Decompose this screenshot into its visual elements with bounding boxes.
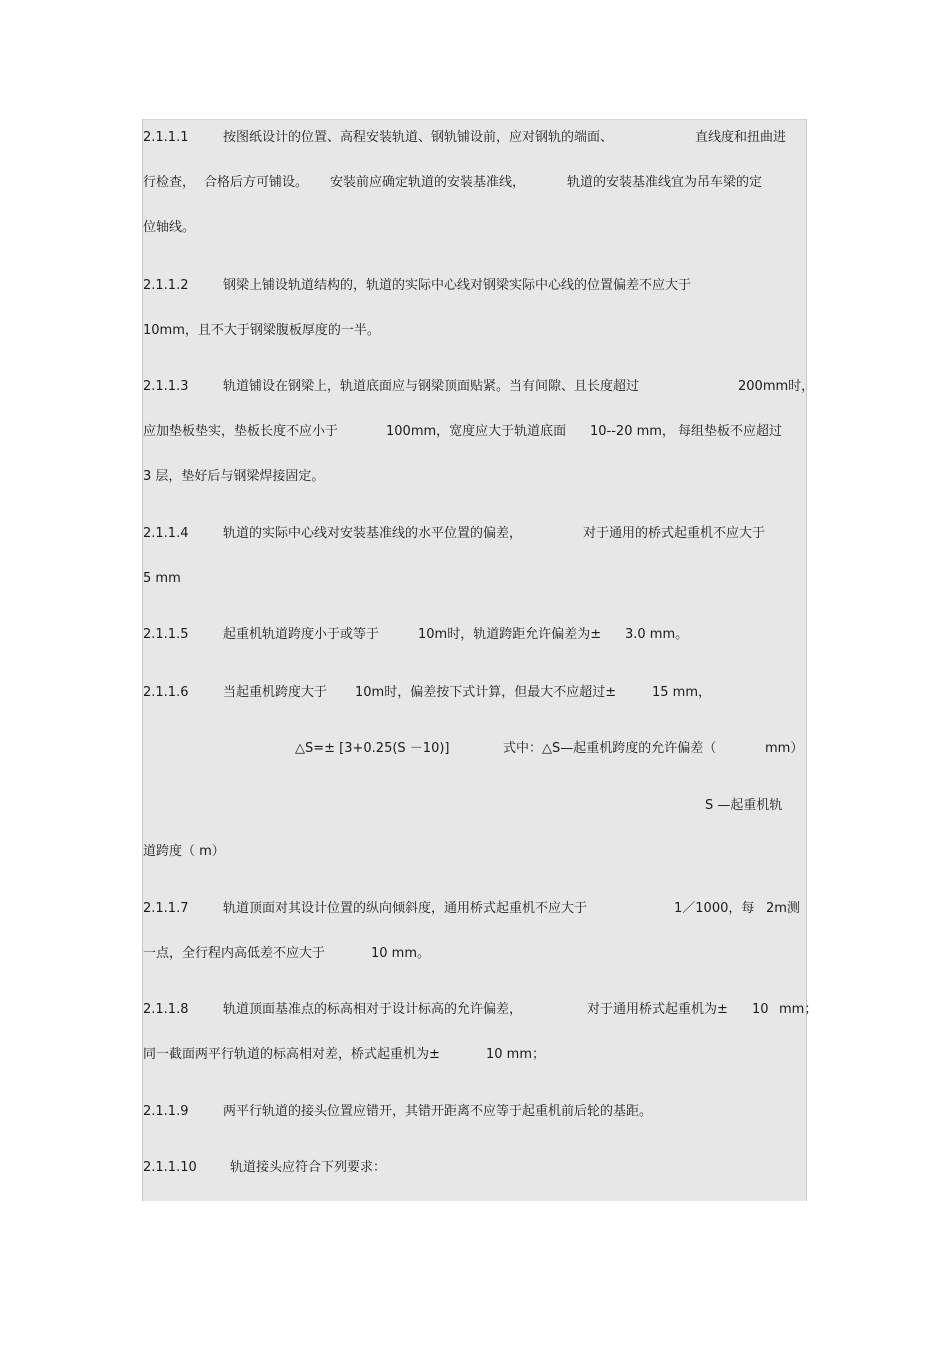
clause-text: 轨道顶面基准点的标高相对于设计标高的允许偏差， [223, 1002, 523, 1017]
clause-text: 安装前应确定轨道的安装基准线， [330, 175, 526, 190]
clause-number: 2.1.1.2 [143, 278, 189, 293]
clause-text: 同一截面两平行轨道的标高相对差，桥式起重机为± [143, 1047, 440, 1062]
clause-text: 式中：△S—起重机跨度的允许偏差（ [503, 741, 717, 756]
clause-text: 当起重机跨度大于 [223, 685, 328, 700]
clause-number: 2.1.1.7 [143, 901, 189, 916]
clause-text: 10 mm。 [371, 946, 431, 961]
clause-number: 2.1.1.10 [143, 1160, 197, 1175]
clause-text: 1／1000，每 [674, 901, 755, 916]
clause-text: 10m时，偏差按下式计算，但最大不应超过± [355, 685, 617, 700]
clause-text: 10m时，轨道跨距允许偏差为± [418, 627, 602, 642]
clause-text: S —起重机轨 [705, 798, 783, 813]
clause-text: 起重机轨道跨度小于或等于 [223, 627, 380, 642]
clause-text: 10--20 mm， [590, 424, 675, 439]
clause-number: 2.1.1.5 [143, 627, 189, 642]
clause-number: 2.1.1.3 [143, 379, 189, 394]
clause-text: 10mm，且不大于钢梁腹板厚度的一半。 [143, 323, 380, 338]
clause-text: 合格后方可铺设。 [204, 175, 309, 190]
clause-text: 轨道接头应符合下列要求： [230, 1160, 387, 1175]
clause-text: 5 mm [143, 571, 181, 586]
clause-text: 位轴线。 [143, 220, 196, 235]
clause-number: 2.1.1.8 [143, 1002, 189, 1017]
clause-number: 2.1.1.6 [143, 685, 189, 700]
clause-text: 10 [752, 1002, 769, 1017]
clause-text: 直线度和扭曲进 [695, 130, 787, 145]
clause-text: 3.0 mm。 [625, 627, 689, 642]
clause-text: 按图纸设计的位置、高程安装轨道、钢轨铺设前，应对钢轨的端面、 [223, 130, 614, 145]
clause-text: 轨道的实际中心线对安装基准线的水平位置的偏差， [223, 526, 523, 541]
clause-text: 行检查， [143, 175, 196, 190]
clause-text: 应加垫板垫实，垫板长度不应小于 [143, 424, 339, 439]
clause-text: 轨道的安装基准线宜为吊车梁的定 [567, 175, 763, 190]
clause-text: 两平行轨道的接头位置应错开，其错开距离不应等于起重机前后轮的基距。 [223, 1104, 653, 1119]
clause-text: 轨道顶面对其设计位置的纵向倾斜度，通用桥式起重机不应大于 [223, 901, 588, 916]
clause-text: 200mm时， [738, 379, 815, 394]
clause-number: 2.1.1.4 [143, 526, 189, 541]
clause-text: 10 mm； [486, 1047, 546, 1062]
clause-text: mm； [779, 1002, 818, 1017]
clause-text: 15 mm， [652, 685, 712, 700]
formula: △S=± [3+0.25(S －10)] [295, 741, 450, 756]
clause-number: 2.1.1.1 [143, 130, 189, 145]
clause-text: 钢梁上铺设轨道结构的，轨道的实际中心线对钢梁实际中心线的位置偏差不应大于 [223, 278, 692, 293]
clause-text: 对于通用桥式起重机为± [587, 1002, 728, 1017]
clause-text: 道跨度（ m） [143, 844, 225, 859]
clause-text: 每组垫板不应超过 [678, 424, 783, 439]
clause-number: 2.1.1.9 [143, 1104, 189, 1119]
clause-text: 100mm，宽度应大于轨道底面 [386, 424, 567, 439]
clause-text: 3 层，垫好后与钢梁焊接固定。 [143, 469, 325, 484]
clause-text: 轨道铺设在钢梁上，轨道底面应与钢梁顶面贴紧。当有间隙、且长度超过 [223, 379, 640, 394]
clause-text: 对于通用的桥式起重机不应大于 [583, 526, 766, 541]
clause-text: 2m测 [766, 901, 800, 916]
clause-text: 一点，全行程内高低差不应大于 [143, 946, 326, 961]
clause-text: mm） [765, 741, 804, 756]
